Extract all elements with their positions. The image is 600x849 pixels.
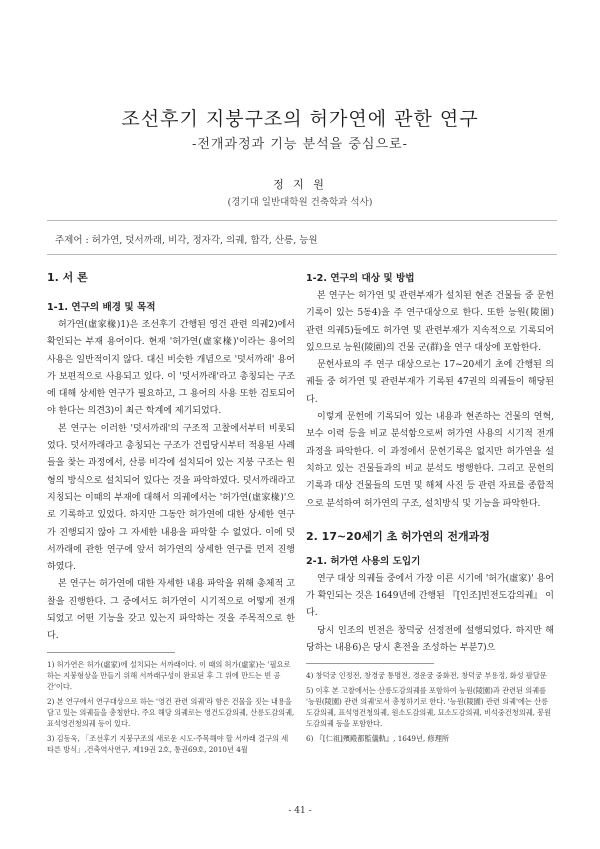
footnote-6: 6) 『[仁祖]殯殿都監儀軌』, 1649년, 修理所 — [306, 734, 450, 744]
paragraph: 허가연(虛家椽)1)은 조선후기 간행된 영건 관련 의궤2)에서 확인되는 부재 용어이다. 현재 '허가연(虛家椽)'이라는 용어의 사용은 일반적이지 않다. 대신 비슷한 개념으로 '덧서까래' 용어가 보편적으로 사용되고 있다. 이 '덧서까래'라고 총칭되는 구조에 대해 상세한 연구가 필요하고, 그 용어의 사용 또한 검토되어야 한다는 의견3)이 최근 학계에 제기되었다. — [47, 320, 295, 417]
footnote-3: 3) 김동욱, 「조선후기 지붕구조의 새로운 시도-주목해야 할 서까래 결구의 세타른 방식」,건축역사연구, 제19권 2호, 통권69호, 2010년 4월 — [47, 733, 289, 754]
section-heading-introduction: 1. 서 론 — [47, 271, 88, 284]
paragraph: 본 연구는 허가연 및 관련부재가 설치된 현존 건물들 중 문헌기록이 있는 5동4)을 주 연구대상으로 한다. 또한 능원(陵園) 관련 의궤5)들에도 허가연 및 관련부재가 지속적으로 기록되어 있으므로 능원(陵園)의 건물 군(群)을 연구 대상에 포함한다. — [306, 291, 554, 353]
keywords: 주제어 : 허가연, 덧서까래, 비각, 정자각, 의궤, 합각, 산릉, 능원 — [55, 235, 318, 246]
paper-subtitle: -전개과정과 기능 분석을 중심으로- — [192, 137, 408, 152]
keywords-bottom-rule — [47, 254, 557, 255]
paragraph: 당시 인조의 빈전은 창덕궁 선정전에 설행되었다. 하지만 해당하는 내용6)은 당시 혼전을 조성하는 부분7)으 — [306, 625, 554, 654]
footnote-4: 4) 창덕궁 인정전, 창경궁 통명전, 경운궁 중화전, 창덕궁 부용정, 화성 팔달문 — [306, 671, 547, 681]
footnote-2: 2) 본 연구에서 연구대상으로 하는 '영건 관련 의궤'라 함은 건물을 짓는 내용을 담고 있는 의궤들을 총칭한다. 주요 해당 의궤로는 영건도감의궤, 산릉도감의궤, 표석영건청의궤 등이 있다. — [47, 696, 295, 728]
subsection-heading-scope: 1-2. 연구의 대상 및 방법 — [306, 273, 415, 284]
paragraph: 본 연구는 허가연에 대한 자세한 내용 파악을 위해 총체적 고찰을 진행한다. 그 중에서도 허가연이 시기적으로 어떻게 전개되었고 어떤 기능을 갖고 있는지 파악하는 것을 주목적으로 한다. — [47, 579, 295, 642]
footnote-rule — [306, 663, 434, 664]
page-number: - 41 - — [288, 806, 312, 816]
left-column — [47, 270, 295, 759]
footnote-5: 5) 이후 본 고찰에서는 산릉도감의궤를 포함하여 능원(陵園)과 관련된 의궤를 '능원(陵園) 관련 의궤'로서 총칭하기로 한다. '능원(陵園) 관련 의궤'에는 산릉도감의궤, 표석영건청의궤, 원소도감의궤, 묘소도감의궤, 비석중건청의궤, 봉원도감의궤 등을 포함한다. — [306, 686, 552, 729]
subsection-heading-background: 1-1. 연구의 배경 및 목적 — [47, 302, 156, 313]
spacer — [306, 513, 554, 529]
paragraph: 본 연구는 이러한 '덧서까래'의 구조적 고찰에서부터 비롯되었다. 덧서까래라고 총칭되는 구조가 건립당시부터 적용된 사례들을 찾는 과정에서, 산릉 비각에 설치되어 있는 지붕 구조는 원형의 방식으로 설치되어 있다는 것을 파악하였다. 덧서까래라고 지칭되는 이때의 부재에 대해서 의궤에서는 '허가연(虛家椽)'으로 기록하고 있었다. 하지만 그동안 허가연에 대한 상세한 연구가 진행되지 않아 그 자세한 내용을 파악할 수 없었다. 이에 덧서까래에 관한 연구에 앞서 허가연의 상세한 연구를 먼저 진행하였다. — [47, 423, 295, 573]
footnote-rule — [47, 652, 175, 653]
section-heading-development: 2. 17~20세기 초 허가연의 전개과정 — [306, 529, 490, 543]
keywords-top-rule — [47, 220, 557, 221]
paragraph: 연구 대상 의궤들 중에서 가장 이른 시기에 '허가(虛家)' 용어가 확인되는 것은 1649년에 간행된 『[인조]빈전도감의궤』 이다. — [306, 573, 554, 619]
right-column — [306, 270, 554, 748]
subsection-heading-introduction-period: 2-1. 허가연 사용의 도입기 — [306, 555, 421, 567]
paragraph: 문헌사료의 주 연구 대상으로는 17~20세기 초에 간행된 의궤들 중 허가연 및 관련부재가 기록된 47권의 의궤들이 해당된다. — [306, 360, 554, 405]
paper-title: 조선후기 지붕구조의 허가연에 관한 연구 — [121, 108, 479, 130]
paragraph: 이렇게 문헌에 기록되어 있는 내용과 현존하는 건물의 연혁, 보수 이력 등을 비교 분석함으로써 허가연 사용의 시기적 전개과정을 파악한다. 이 과정에서 문헌기록은 없지만 허가연을 설치하고 있는 건물들과의 비교 분석도 병행한다. 그리고 문헌의 기록과 대상 건물들의 도면 및 해체 사진 등 관련 자료를 종합적으로 분석하여 허가연의 구조, 설치방식 및 기능을 파악한다. — [306, 412, 554, 509]
author-affiliation: (경기대 일반대학원 건축학과 석사) — [227, 197, 373, 208]
author-name: 정 지 원 — [273, 178, 327, 191]
footnote-1: 1) 허가연은 허가(虛家)에 설치되는 서까래이다. 이 때의 허가(虛家)는 '필요로 하는 지붕형상을 만들기 위해 서까래구성이 완료된 후 그 위에 만드는 빈 공간'이다. — [47, 659, 291, 691]
